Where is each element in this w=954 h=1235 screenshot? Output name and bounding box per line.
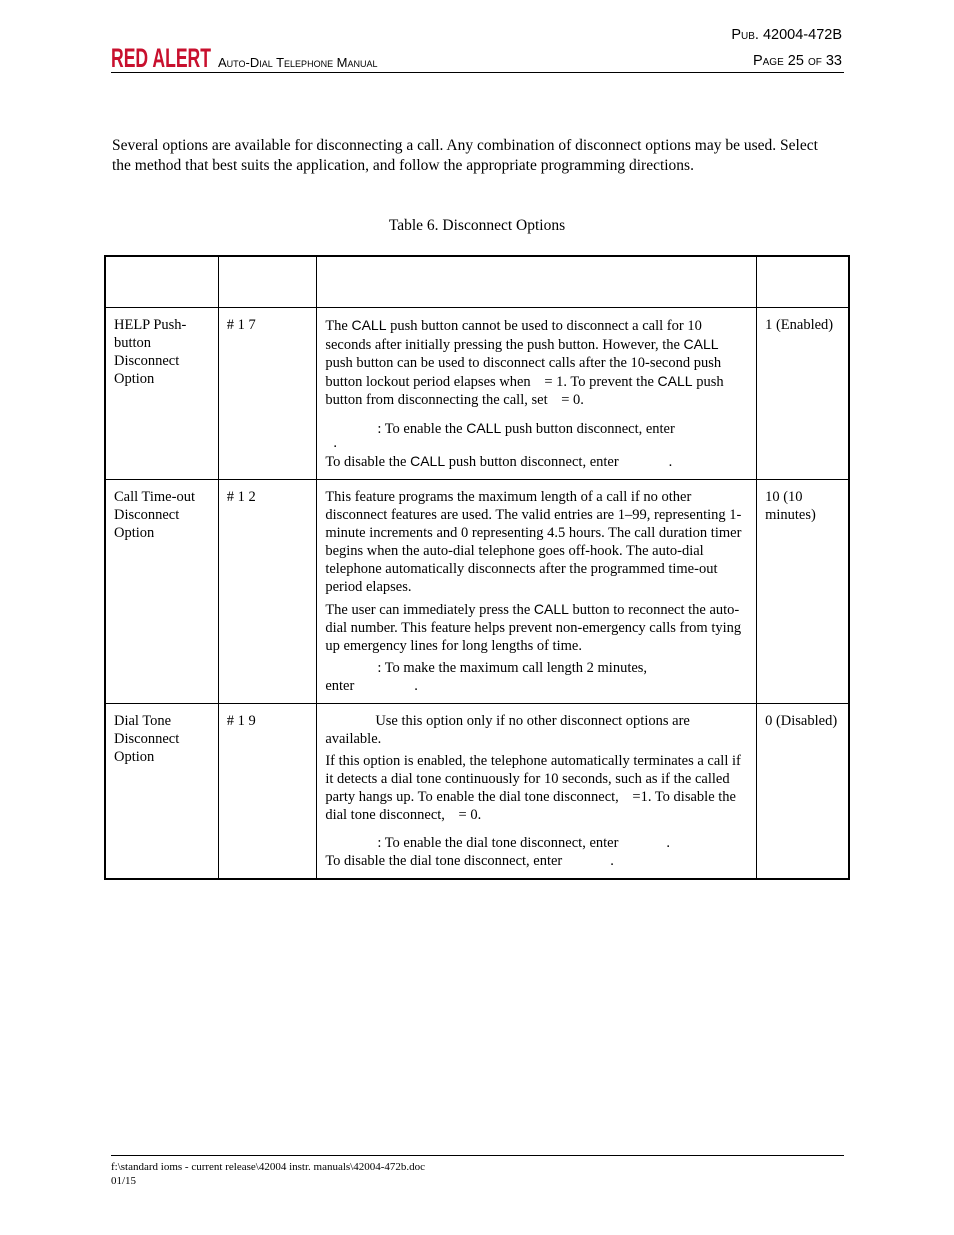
option-code: # 1 9 [218,704,317,880]
example-enable-end: . [333,435,337,451]
option-default: 0 (Disabled) [757,704,849,880]
option-default: 1 (Enabled) [757,308,849,480]
option-code: # 1 2 [218,480,317,704]
description-paragraph: This feature programs the maximum length of a call if no other disconnect features are used. The valid entries are 1–99, representing 1-minute increments and 0 representing 4.5 hours. The call duration timer begins when the auto-dial telephone goes off-hook. The auto-dial telephone automatically disconnects after the programmed time-out period elapses. [325,489,742,595]
footer-date: 01/15 [111,1175,137,1187]
footer-path: f:\standard ioms - current release\42004 instr. manuals\42004-472b.doc [111,1161,426,1173]
page-number: Page 25 of 33 [752,53,842,69]
description-paragraph: If this option is enabled, the telephone automatically terminates a call if it detects a dial tone continuously for 10 seconds, such as if the called party hangs up. To enable the dial tone disconnect, =1. To disable the dial tone disconnect, = 0. [325,753,741,823]
logo-text: RED ALERT [111,43,212,73]
option-description [317,308,757,480]
example-enable: : To enable the dial tone disconnect, enter . [377,835,671,851]
call-button-label: CALL [657,373,693,389]
disconnect-options-table [104,255,850,880]
option-description [317,704,757,880]
header-cell-option [105,256,218,308]
manual-title: Auto-Dial Telephone Manual [218,55,378,70]
call-button-label: CALL [683,336,719,352]
footer-rule [111,1155,844,1156]
footer-file-info [111,1160,425,1188]
table-row [105,480,849,704]
example-disable: To disable the dial tone disconnect, enter . [325,853,614,869]
option-name: Call Time-out Disconnect Option [105,480,218,704]
option-description [317,480,757,704]
header-rule [111,72,844,73]
table-row [105,704,849,880]
example-disable: To disable the CALL push button disconnect, enter . [325,453,673,470]
example-call-length-enter: enter . [325,678,418,694]
table-caption: Table 6. Disconnect Options [388,217,566,234]
red-alert-logo [111,43,212,73]
table-row [105,308,849,480]
table-header-row [105,256,849,308]
option-name: HELP Push-button Disconnect Option [105,308,218,480]
call-button-label: CALL [466,420,502,436]
option-code: # 1 7 [218,308,317,480]
description-paragraph: The user can immediately press the CALL button to reconnect the auto-dial number. This feature helps prevent non-emergency calls from tying up emergency lines for long lengths of time. [325,601,742,654]
header-cell-code [218,256,317,308]
description-paragraph: Use this option only if no other disconnect options are available. [325,713,690,747]
call-button-label: CALL [410,453,446,469]
description-paragraph: The CALL push button cannot be used to disconnect a call for 10 seconds after initially pressing the push button. However, the CALL push button can be used to disconnect calls after the 10-second push button lockout period elapses when = 1. To prevent the CALL push button from disconnecting the call, set = 0. [325,317,724,408]
option-name: Dial Tone Disconnect Option [105,704,218,880]
header-cell-default [757,256,849,308]
call-button-label: CALL [533,601,569,617]
example-enable: : To enable the CALL push button disconnect, enter [377,420,675,437]
call-button-label: CALL [351,317,387,333]
publication-number: Pub. 42004-472B [731,27,842,43]
example-call-length: : To make the maximum call length 2 minutes, [377,660,648,676]
intro-paragraph: Several options are available for disconnecting a call. Any combination of disconnect options may be used. Select the method that best suits the application, and follow the appropriate programming directions. [112,137,818,174]
header-cell-description [317,256,757,308]
option-default: 10 (10 minutes) [757,480,849,704]
